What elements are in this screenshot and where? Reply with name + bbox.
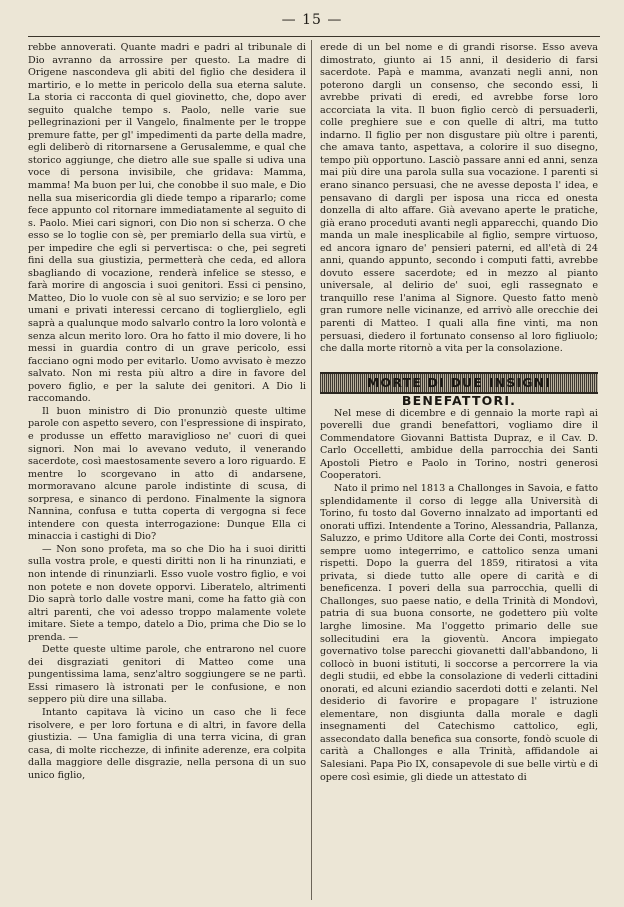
- paragraph: Nato il primo nel 1813 a Challonges in Savoia, e fatto splendidamente il corso di legge alla Università di Torino, fu tosto dal Governo innalzato ad importanti ed onorati uffizi. Intendente a Torino, Alessandria, Pallanza, Saluzzo, e primo Uditore alla Corte dei Conti, mostrossi sempre uomo integerrimo, e cattolico senza umani rispetti. Dopo la guerra del 1859, ritiratosi a vita privata, si diede tutto alle opere di carità e di beneficenza. I poveri della sua parrocchia, quelli di Challonges, suo paese natio, e della Trinità di Mondovì, patria di sua buona consorte, ne godettero più volte larghe limosine. Ma l'oggetto primario delle sue sollecitudini era la gioventù. Ancora impiegato governativo tolse parecchi giovanetti dall'abbandono, li collocò in buoni istituti, li soccorse a percorrere la via degli studii, ed ebbe la consolazione di vederli cittadini onorati, ed alcuni eziandio sacerdoti dotti e zelanti. Nel desiderio di favorire e propagare l' istruzione elementare, non disgiunta dalla morale e dagli insegnamenti del Catechismo cattolico, egli, assecondato dalla benefica sua consorte, fondò scuole di carità a Challonges e alla Trinità, affidandole ai Salesiani. Papa Pio IX, consapevole di sue belle virtù e di opere così esimie, gli diede un attestato di: [320, 482, 598, 783]
- left-column: [28, 42, 306, 900]
- paragraph: Il buon ministro di Dio pronunziò queste ultime parole con aspetto severo, con l'espressione di inspirato, e produsse un effetto maraviglioso ne' cuori di quei signori. Non mai lo avevano veduto, il venerando sacerdote, così maestosamente severo a loro riguardo. E mentre lo scorgevano in atto di andarsene, mormoravano alcune parole indistinte di scusa, di sorpresa, e sinanco di perdono. Finalmente la signora Nannina, confusa e tutta coperta di vergogna si fece intendere con questa interrogazione: Dunque Ella ci minaccia i castighi di Dio?: [28, 405, 306, 543]
- page-number: — 15 —: [281, 12, 343, 28]
- right-column: [320, 42, 598, 900]
- paragraph: erede di un bel nome e di grandi risorse. Esso aveva dimostrato, giunto ai 15 anni, il desiderio di farsi sacerdote. Papà e mamma, avanzati negli anni, non poterono dargli un consenso, che secondo essi, li avrebbe privati di eredi, ed avrebbe forse loro accorciata la vita. Il buon figlio cercò di persuaderli, colle preghiere sue e con quelle di altri, ma tutto indarno. Il figlio per non disgustare più oltre i parenti, che amava tanto, aspettava, a colorire il suo disegno, tempo più opportuno. Lasciò passare anni ed anni, senza mai più dire una parola sulla sua vocazione. I parenti si erano sinanco persuasi, che ne avesse deposta l' idea, e pensavano di dargli per isposa una ricca ed onesta donzella di alto affare. Già avevano aperte le pratiche, già erano proceduti avanti negli apparecchi, quando Dio manda un male inesplicabile al figlio, sempre virtuoso, ed ancora ignaro de' pensieri paterni, ed all'età di 24 anni, quando appunto, secondo i computi fatti, avrebbe dovuto essere sacerdote; ed in mezzo al pianto universale, al delirio de' suoi, egli rassegnato e tranquillo rese l'anima al Signore. Questo fatto menò gran rumore nelle vicinanze, ed arrivò alle orecchie dei parenti di Matteo. I quali alla fine vinti, ma non persuasi, diedero il fortunato consenso al loro figliuolo; che dalla morte ritornò a vita per la consolazione.: [320, 42, 598, 355]
- section-heading-bar: [320, 372, 598, 408]
- header-rule: [28, 36, 600, 37]
- section-title: MORTE DI DUE INSIGNI BENEFATTORI.: [366, 374, 552, 408]
- paragraph: — Non sono profeta, ma so che Dio ha i suoi diritti sulla vostra prole, e questi diritti non li ha rinunziati, e non intende di rinunziarli. Esso vuole vostro figlio, e voi non potete e non dovete opporvi. Liberatelo, altrimenti Dio saprà torlo dalle vostre mani, come ha fatto già con altri parenti, che voi adesso troppo malamente volete imitare. Siete a tempo, datelo a Dio, prima che Dio se lo prenda. —: [28, 543, 306, 643]
- paragraph: Intanto capitava là vicino un caso che li fece risolvere, e per loro fortuna e di altri, in favore della giustizia. — Una famiglia di una terra vicina, di gran casa, di molte ricchezze, di infinite aderenze, era colpita dalla maggiore delle disgrazie, nella persona di un suo unico figlio,: [28, 706, 306, 781]
- paragraph: Dette queste ultime parole, che entrarono nel cuore dei disgraziati genitori di Matteo come una pungentissima lama, senz'altro soggiungere se ne partì. Essi rimasero là istronati per le confusione, e non seppero più dire una sillaba.: [28, 644, 306, 706]
- section-heading: [320, 372, 598, 408]
- paragraph: Nel mese di dicembre e di gennaio la morte rapì ai poverelli due grandi benefattori, vogliamo dire il Commendatore Giovanni Battista Dupraz, e il Cav. D. Carlo Occelletti, ambidue della parrocchia dei Santi Apostoli Pietro e Paolo in Torino, nostri generosi Cooperatori.: [320, 407, 598, 482]
- paragraph: rebbe annoverati. Quante madri e padri al tribunale di Dio avranno da arrossire per questo. La madre di Origene nascondeva gli abiti del figlio che desidera il martirio, e lo mette in pericolo della sua eterna salute. La storia ci racconta di quel giovinetto, che, dopo aver seguito qualche tempo s. Paolo, nelle varie sue pellegrinazioni per il Vangelo, finalmente per le troppe premure fatte, per gl' impedimenti da parte della madre, egli deliberò di ritornarsene a Gerusalemme, e qual che storico aggiunge, che dietro alle sue spalle si udiva una voce di persona invisibile, che gridava: Mamma, mamma! Ma buon per lui, che conobbe il suo male, e Dio nella sua misericordia gli diede tempo a ripararlo; come fece appunto col ritornare immediatamente al seguito di s. Paolo. Miei cari signori, con Dio non si scherza. O che esso se lo toglie con sè, per premiarlo della sua virtù, e per impedire che egli si pervertisca: o che, pei segreti fini della sua giustizia, permetterà che ceda, ed allora sbagliando di vocazione, renderà infelice se stesso, e farà morire di angoscia i suoi genitori. Essi ci pensino, Matteo, Dio lo vuole con sè al suo servizio; e se loro per umani e privati interessi cercano di toglierglielo, egli saprà a qualunque modo salvarlo contro la loro volontà e senza alcun merito loro. Ora ho fatto il mio dovere, li ho messi in guardia contro di un grave pericolo, essi facciano ogni modo per evitarlo. Uomo avvisato è mezzo salvato. Non mi resta più altro a dire in favore del povero figlio, e per la salute dei genitori. A Dio li raccomando.: [28, 42, 306, 405]
- column-divider: [311, 40, 312, 900]
